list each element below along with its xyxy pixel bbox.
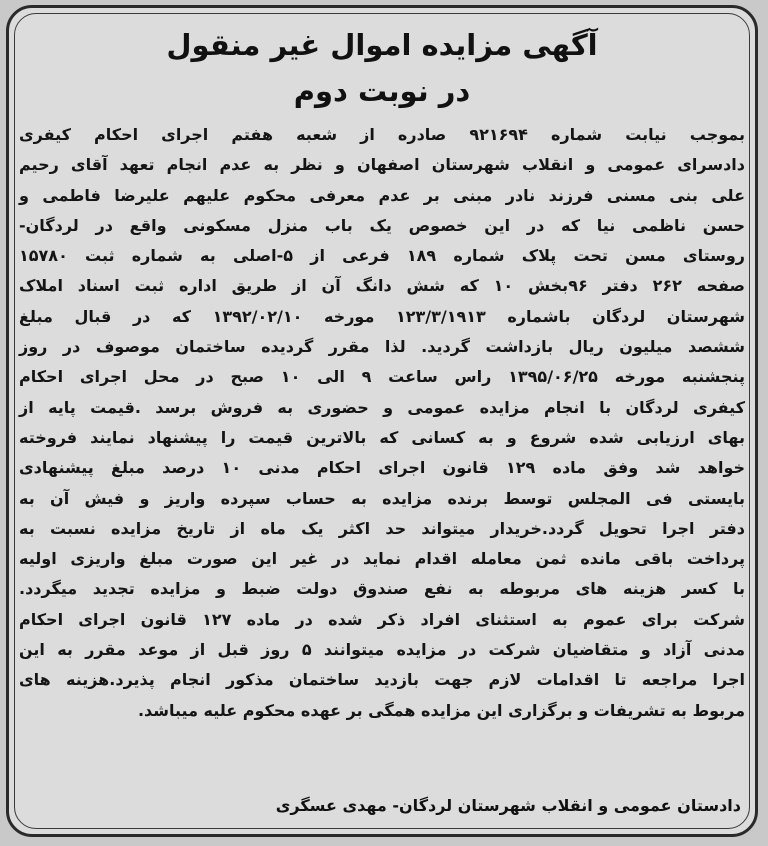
body-line: علی بنی مسنی فرزند نادر مبنی بر عدم معرفی محکوم علیهم علیرضا فاطمی و <box>19 185 745 205</box>
body-line: مدنی آزاد و متقاضیان شرکت در مزایده میتوانند ۵ روز قبل از موعد مقرر به این <box>19 640 746 660</box>
notice-body <box>19 120 745 726</box>
body-line: روستای مسن تحت پلاک شماره ۱۸۹ فرعی از ۵-اصلی به شماره ثبت ۱۵۷۸۰ <box>19 246 746 266</box>
notice-page <box>6 5 758 837</box>
notice-signature: دادستان عمومی و انقلاب شهرستان لردگان- مهدی عسگری <box>275 796 741 815</box>
body-line: بموجب نیابت شماره ۹۲۱۶۹۴ صادره از شعبه هفتم اجرای احکام کیفری <box>19 125 745 144</box>
notice-subtitle: در نوبت دوم <box>293 74 471 108</box>
body-line: صفحه ۲۶۲ دفتر ۹۶بخش ۱۰ که شش دانگ آن از طریق اداره ثبت اسناد املاک <box>19 276 746 296</box>
body-line: شهرستان لردگان باشماره ۱۲۳/۳/۱۹۱۳ مورخه ۱۳۹۲/۰۲/۱۰ که در قبال مبلغ <box>19 306 745 326</box>
body-line: با کسر هزینه های مربوطه به نفع صندوق دولت ضبط و مزایده تجدید میگردد. <box>19 579 745 599</box>
body-line: دادسرای عمومی و انقلاب شهرستان اصفهان و نظر به عدم انجام تعهد آقای رحیم <box>19 155 745 175</box>
body-line: بایستی فی المجلس توسط برنده مزایده به حساب سپرده واریز و فیش آن به <box>19 488 745 508</box>
body-line: اجرا مراجعه تا اقدامات لازم جهت بازدید ساختمان مذکور انجام پذیرد.هزینه های <box>19 670 745 690</box>
body-line: دفتر اجرا تحویل گردد.خریدار میتواند حد اکثر یک ماه از تاریخ مزایده نسبت به <box>19 518 745 538</box>
body-line: ششصد میلیون ریال بازداشت گردید. لذا مقرر گردیده ساختمان موصوف در روز <box>19 337 745 357</box>
body-line: مربوط به تشریفات و برگزاری این مزایده همگی بر عهده محکوم علیه میباشد. <box>137 700 745 720</box>
body-line: بهای ارزیابی شده شروع و به کسانی که بالاترین قیمت را پیشنهاد نمایند فروخته <box>19 427 745 447</box>
body-line: پرداخت باقی مانده ثمن معامله اقدام نماید در غیر این صورت مبلغ واریزی اولیه <box>19 549 745 569</box>
notice-title: آگهی مزایده اموال غیر منقول <box>166 28 598 62</box>
body-line: خواهد شد وفق ماده ۱۲۹ قانون اجرای احکام مدنی ۱۰ درصد مبلغ پیشنهادی <box>19 458 746 478</box>
body-line: شرکت برای عموم به استثنای افراد ذکر شده در ماده ۱۲۷ قانون اجرای احکام <box>19 609 746 629</box>
body-line: پنجشنبه مورخه ۱۳۹۵/۰۶/۲۵ راس ساعت ۹ الی ۱۰ صبح در محل اجرای احکام <box>19 367 746 387</box>
body-line: کیفری لردگان با انجام مزایده عمومی و حضوری به فروش برسد .قیمت پایه از <box>19 397 745 417</box>
body-line: حسن ناظمی نیا که در این خصوص یک باب منزل مسکونی واقع در لردگان- <box>19 215 745 235</box>
